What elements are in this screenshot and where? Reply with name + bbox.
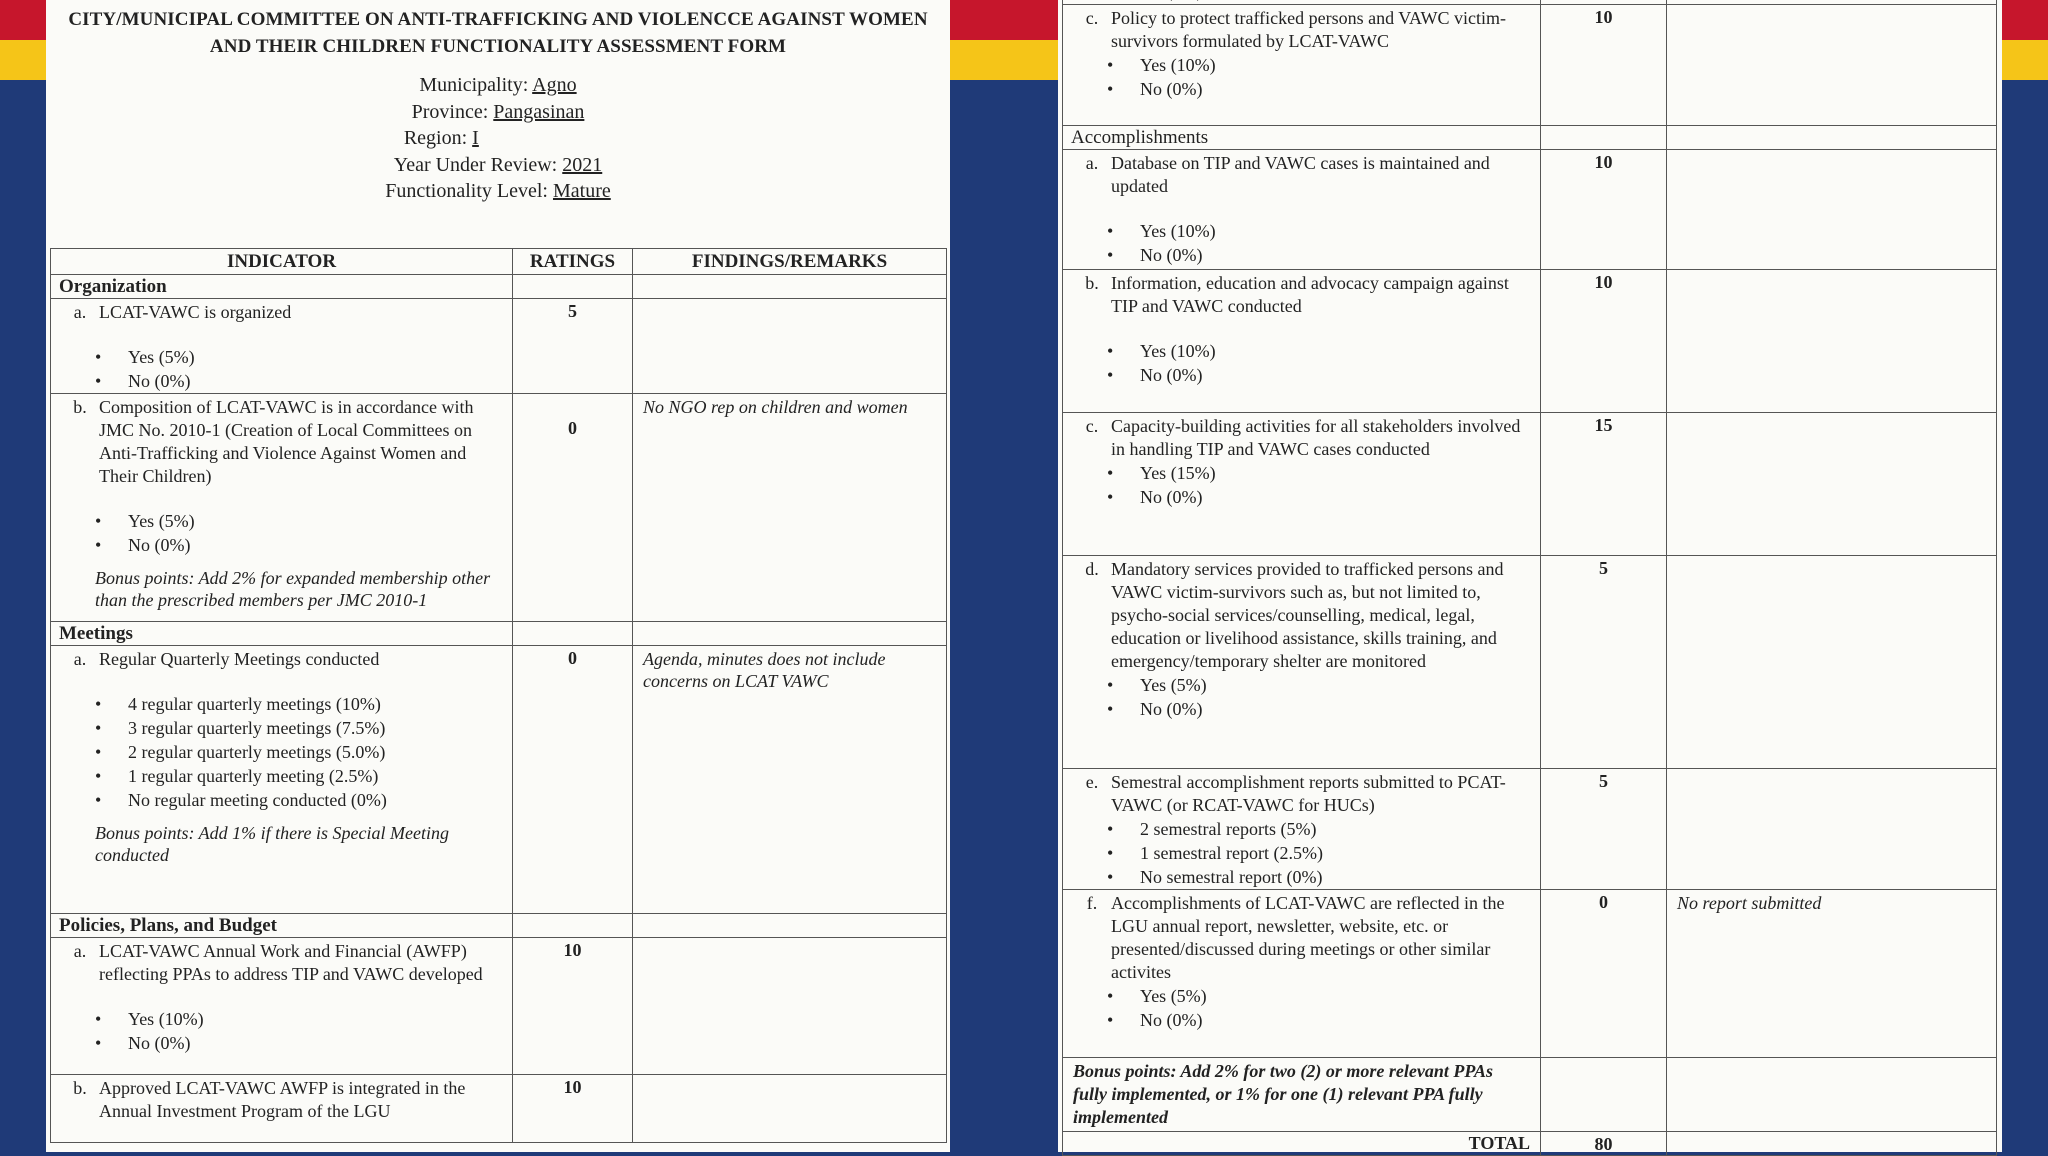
left-yellow-stripe	[0, 40, 46, 80]
option-no: • No (0%)	[1107, 77, 1540, 101]
form-title	[62, 6, 934, 60]
middle-yellow-stripe	[950, 40, 1058, 80]
option-no-report: • No semestral report (0%)	[1107, 865, 1540, 889]
option-yes: • Yes (15%)	[1107, 461, 1540, 485]
section-policies: Policies, Plans, and Budget	[51, 914, 513, 938]
assessment-table-right	[1062, 0, 1997, 1156]
indicator-text: Regular Quarterly Meetings conducted	[99, 649, 380, 669]
province-label: Province:	[411, 100, 489, 123]
left-red-stripe	[0, 0, 46, 40]
item-letter: b.	[73, 397, 87, 417]
indicator-text: Policy to protect trafficked persons and VAWC victim-survivors formulated by LCAT-VAWC	[1111, 8, 1506, 51]
item-letter: a.	[73, 649, 87, 669]
indicator-text: Capacity-building activities for all stakeholders involved in handling TIP and VAWC cases conducted	[1111, 416, 1521, 459]
region-value: I	[472, 127, 479, 149]
section-accomplishments: Accomplishments	[1063, 126, 1541, 150]
form-title-line1: CITY/MUNICIPAL COMMITTEE ON ANTI-TRAFFICKING AND VIOLENCCE AGAINST WOMEN	[68, 9, 928, 30]
option-no: • No (0%)	[1107, 485, 1540, 509]
indicator-text: Information, education and advocacy campaign against TIP and VAWC conducted	[1111, 273, 1509, 316]
total-label: TOTAL	[1063, 1132, 1541, 1156]
region-label: Region:	[403, 127, 468, 149]
rating-value: 5	[1541, 769, 1667, 890]
rating-value: 0	[1541, 890, 1667, 1058]
indicator-row	[51, 1075, 947, 1143]
bonus-note: Bonus points: Add 2% for expanded membership other than the prescribed members per JMC 2010-1	[95, 568, 491, 610]
indicator-text: Database on TIP and VAWC cases is maintained and updated	[1111, 153, 1490, 196]
rating-value: 10	[1541, 5, 1667, 126]
option-yes: • Yes (10%)	[1107, 339, 1540, 363]
option-3-meetings: • 3 regular quarterly meetings (7.5%)	[95, 716, 512, 740]
rating-value: 0	[513, 646, 633, 914]
indicator-row	[51, 938, 947, 1075]
indicator-row	[51, 646, 947, 914]
right-red-stripe	[2002, 0, 2048, 40]
item-letter: d.	[1085, 559, 1099, 579]
section-meetings: Meetings	[51, 622, 513, 646]
municipality-value: Agno	[532, 74, 577, 96]
item-letter: a.	[73, 302, 87, 322]
indicator-text: LCAT-VAWC is organized	[99, 302, 292, 322]
option-no: • No (0%)	[1107, 697, 1540, 721]
option-yes: • Yes (5%)	[1107, 673, 1540, 697]
indicator-text: Approved LCAT-VAWC AWFP is integrated in the Annual Investment Program of the LGU	[99, 1078, 466, 1121]
remark-text: No report submitted	[1667, 890, 1997, 1058]
indicator-text: Composition of LCAT-VAWC is in accordance with JMC No. 2010-1 (Creation of Local Committees on Anti-Trafficking and Violence Against Women and Their Children)	[99, 397, 474, 486]
indicator-row	[51, 299, 947, 394]
option-1-meeting: • 1 regular quarterly meeting (2.5%)	[95, 764, 512, 788]
indicator-row	[1063, 556, 1997, 769]
year-label: Year Under Review:	[393, 153, 558, 176]
remark-text: No NGO rep on children and women	[633, 394, 947, 622]
rating-value: 15	[1541, 413, 1667, 556]
remarks-header: FINDINGS/REMARKS	[633, 249, 947, 275]
option-yes: • Yes (10%)	[1107, 219, 1540, 243]
indicator-row	[1063, 890, 1997, 1058]
ratings-header: RATINGS	[513, 249, 633, 275]
item-letter: a.	[73, 941, 87, 961]
option-no: • No (0%)	[1107, 1008, 1540, 1032]
item-letter: a.	[1085, 153, 1099, 173]
middle-red-stripe	[950, 0, 1058, 40]
option-yes: • Yes (5%)	[95, 509, 512, 533]
remark-text: Agenda, minutes does not include concerns on LCAT VAWC	[633, 646, 947, 914]
option-yes: • Yes (10%)	[1107, 53, 1540, 77]
option-1-report: • 1 semestral report (2.5%)	[1107, 841, 1540, 865]
indicator-text: Semestral accomplishment reports submitted to PCAT-VAWC (or RCAT-VAWC for HUCs)	[1111, 772, 1506, 815]
indicator-text: Mandatory services provided to trafficked persons and VAWC victim-survivors such as, but not limited to, psycho-social services/counselling, medical, legal, education or livelihood assistance, skills training, and emergency/temporary shelter are monitored	[1111, 559, 1504, 671]
item-letter: c.	[1085, 8, 1099, 28]
rating-value: 5	[513, 299, 633, 394]
total-value: 80	[1541, 1132, 1667, 1156]
option-no: • No (0%)	[1107, 363, 1540, 387]
option-2-reports: • 2 semestral reports (5%)	[1107, 817, 1540, 841]
indicator-row	[1063, 769, 1997, 890]
form-title-line2: AND THEIR CHILDREN FUNCTIONALITY ASSESSMENT FORM	[209, 36, 787, 57]
indicator-header: INDICATOR	[51, 249, 513, 275]
option-no: • No (0%)	[95, 1031, 512, 1055]
assessment-table-left	[50, 248, 947, 1143]
option-no-meeting: • No regular meeting conducted (0%)	[95, 788, 512, 812]
rating-value: 10	[1541, 150, 1667, 270]
year-value: 2021	[562, 153, 603, 176]
indicator-row	[51, 394, 947, 622]
indicator-row	[1063, 270, 1997, 413]
section-organization: Organization	[51, 275, 513, 299]
item-letter: b.	[1085, 273, 1099, 293]
indicator-row	[1063, 150, 1997, 270]
rating-value: 10	[1541, 270, 1667, 413]
level-label: Functionality Level:	[385, 180, 548, 202]
option-yes: • Yes (10%)	[95, 1007, 512, 1031]
option-no: • No (0%)	[95, 369, 512, 393]
option-2-meetings: • 2 regular quarterly meetings (5.0%)	[95, 740, 512, 764]
item-letter: c.	[1085, 416, 1099, 436]
bonus-note: Bonus points: Add 2% for two (2) or more relevant PPAs fully implemented, or 1% for one (1) relevant PPA fully implemented	[1063, 1058, 1541, 1132]
form-page-right	[1058, 0, 2002, 1152]
form-meta	[46, 72, 950, 205]
right-yellow-stripe	[2002, 40, 2048, 80]
indicator-text: Accomplishments of LCAT-VAWC are reflected in the LGU annual report, newsletter, website, etc. or presented/discussed during meetings or other similar activites	[1111, 893, 1505, 982]
option-no: • No (0%)	[1107, 243, 1540, 267]
item-letter: f.	[1086, 893, 1098, 913]
indicator-text: LCAT-VAWC Annual Work and Financial (AWFP) reflecting PPAs to address TIP and VAWC developed	[99, 941, 483, 984]
rating-value: 5	[1541, 556, 1667, 769]
rating-value: 10	[513, 1075, 633, 1143]
option-yes: • Yes (5%)	[95, 345, 512, 369]
indicator-row	[1063, 413, 1997, 556]
option-no: • No (0%)	[95, 533, 512, 557]
item-letter: b.	[73, 1078, 87, 1098]
rating-value: 0	[513, 394, 633, 622]
option-4-meetings: • 4 regular quarterly meetings (10%)	[95, 692, 512, 716]
item-letter: e.	[1085, 772, 1099, 792]
bonus-note: Bonus points: Add 1% if there is Special Meeting conducted	[95, 823, 449, 865]
municipality-label: Municipality:	[419, 74, 529, 96]
rating-value: 10	[513, 938, 633, 1075]
level-value: Mature	[552, 180, 611, 202]
form-page-left	[46, 0, 950, 1152]
option-no	[1107, 0, 1540, 3]
province-value: Pangasinan	[493, 100, 585, 123]
option-yes: • Yes (5%)	[1107, 984, 1540, 1008]
indicator-row	[1063, 5, 1997, 126]
